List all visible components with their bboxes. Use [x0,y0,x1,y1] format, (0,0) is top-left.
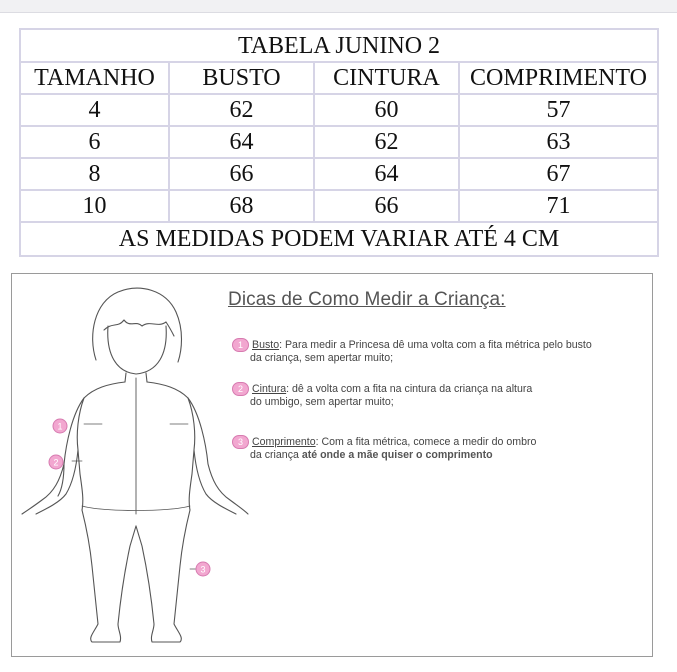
child-figure-illustration [12,274,252,656]
cell-length: 63 [459,126,658,158]
header-busto: BUSTO [169,62,314,94]
table-title: TABELA JUNINO 2 [20,29,658,62]
figure-markers [49,419,210,576]
cell-bust: 68 [169,190,314,222]
header-tamanho: TAMANHO [20,62,169,94]
tip-2-text-line2: do umbigo, sem apertar muito; [250,396,394,408]
tip-cintura [232,382,644,409]
cell-waist: 64 [314,158,459,190]
table-row [20,158,658,190]
top-bar [0,0,677,13]
cell-bust: 62 [169,94,314,126]
tip-2-term: Cintura [252,382,287,395]
tip-comprimento [232,435,644,462]
size-table [19,28,659,257]
tip-3-text-line2-start: da criança [250,449,302,461]
right-leg [136,510,190,642]
table-footer-row [20,222,658,256]
table-title-row [20,29,658,62]
marker-2-label: 2 [53,457,59,468]
face-outline [108,326,167,374]
cell-waist: 60 [314,94,459,126]
table-row [20,126,658,158]
measuring-guide [11,273,653,657]
tip-1-term: Busto [252,338,280,351]
marker-3-label: 3 [200,564,206,575]
table-footer-note: AS MEDIDAS PODEM VARIAR ATÉ 4 CM [20,222,658,256]
left-leg [82,510,136,642]
tip-2-badge: 2 [232,382,249,396]
table-row [20,190,658,222]
marker-1-label: 1 [57,421,63,432]
cell-waist: 62 [314,126,459,158]
torso-left [77,382,125,510]
cell-size: 8 [20,158,169,190]
torso-right [147,382,195,510]
tip-3-text-line2 [232,449,644,462]
table-row [20,94,658,126]
cell-waist: 66 [314,190,459,222]
table-header-row [20,62,658,94]
tip-1-badge: 1 [232,338,249,352]
tip-2-text: : dê a volta com a fita na cintura da criança na altura [286,382,533,395]
cell-length: 57 [459,94,658,126]
cell-length: 67 [459,158,658,190]
tip-1-text-line2: da criança, sem apertar muito; [250,352,394,364]
cell-bust: 66 [169,158,314,190]
cell-size: 10 [20,190,169,222]
bangs-outline [104,320,174,336]
header-comprimento: COMPRIMENTO [459,62,658,94]
tip-3-term: Comprimento [252,435,316,448]
cell-size: 4 [20,94,169,126]
tip-busto [232,338,644,365]
tip-1-text: : Para medir a Princesa dê uma volta com a fita métrica pelo busto [279,338,592,351]
cell-bust: 64 [169,126,314,158]
guide-title: Dicas de Como Medir a Criança: [228,289,506,310]
tip-3-bold-text: até onde a mãe quiser o comprimento [301,449,493,461]
header-cintura: CINTURA [314,62,459,94]
cell-size: 6 [20,126,169,158]
cell-length: 71 [459,190,658,222]
tip-3-text: : Com a fita métrica, comece a medir do ombro [315,435,537,448]
tip-3-badge: 3 [232,435,249,449]
